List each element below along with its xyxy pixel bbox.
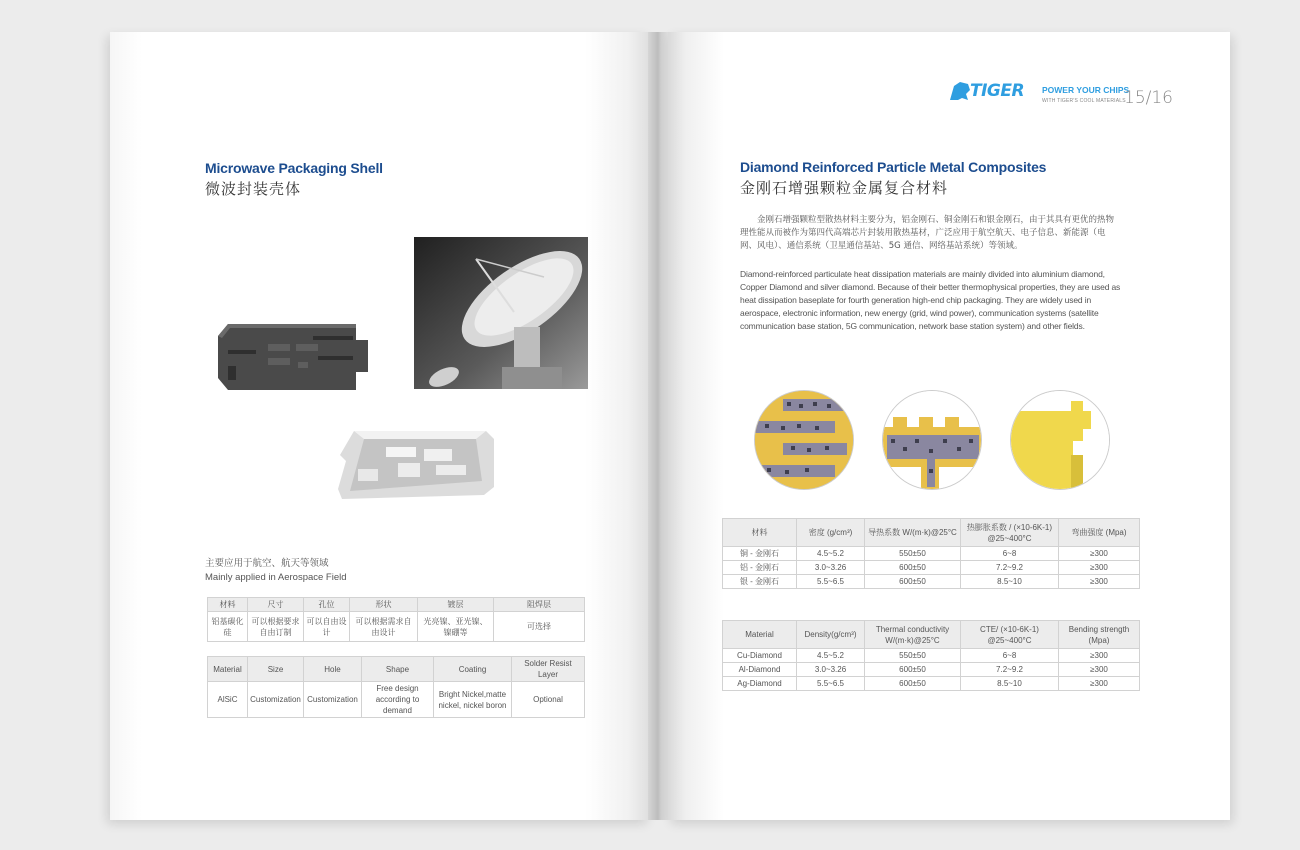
table-header-cell: Density(g/cm³): [797, 621, 865, 649]
table-header-cell: Bending strength (Mpa): [1059, 621, 1140, 649]
table-header-cell: Material: [208, 657, 248, 682]
table-header-row: [723, 519, 1140, 547]
table-cell: ≥300: [1059, 663, 1140, 677]
table-row: [723, 649, 1140, 663]
table-cell: 600±50: [865, 677, 961, 691]
paragraph-cn: 金刚石增强颗粒型散热材料主要分为，铝金刚石、铜金刚石和银金刚石，由于其具有更优的热物理性能从而被作为第四代高端芯片封装用散热基材，广泛应用于航空航天、电子信息、新能源（电网、风电）、通信系统（卫星通信基站、5G 通信、网络基站系统）等领域。: [740, 215, 1115, 251]
table-header-cell: Size: [248, 657, 304, 682]
table-cell: ≥300: [1059, 649, 1140, 663]
table-cell: 银 - 金刚石: [723, 575, 797, 589]
application-en: Mainly applied in Aerospace Field: [205, 572, 347, 583]
table-header-row: [208, 657, 585, 682]
page-number: 15/16: [1124, 88, 1173, 108]
table-cell: 550±50: [865, 547, 961, 561]
table-header-cell: Solder Resist Layer: [512, 657, 585, 682]
table-cell: 铝基碳化硅: [208, 612, 248, 642]
table-cell: 8.5~10: [961, 677, 1059, 691]
table-header-cell: Hole: [304, 657, 362, 682]
table-cell: Customization: [248, 682, 304, 718]
table-cell: 铜 - 金刚石: [723, 547, 797, 561]
right-table-cn: [722, 518, 1140, 589]
right-title-cn: 金刚石增强颗粒金属复合材料: [740, 179, 949, 197]
table-cell: ≥300: [1059, 561, 1140, 575]
header-tagline: POWER YOUR CHIPS: [1042, 85, 1130, 95]
table-header-cell: Thermal conductivity W/(m·k)@25°C: [865, 621, 961, 649]
table-row: [723, 561, 1140, 575]
table-header-cell: Material: [723, 621, 797, 649]
table-cell: 600±50: [865, 575, 961, 589]
table-header-row: [723, 621, 1140, 649]
table-header-cell: 形状: [350, 598, 418, 612]
table-cell: Optional: [512, 682, 585, 718]
table-cell: 600±50: [865, 561, 961, 575]
table-cell: 3.0~3.26: [797, 663, 865, 677]
application-cn: 主要应用于航空、航天等领域: [205, 558, 329, 569]
table-cell: 8.5~10: [961, 575, 1059, 589]
table-header-cell: 阻焊层: [494, 598, 585, 612]
table-row: [723, 547, 1140, 561]
table-cell: 6~8: [961, 547, 1059, 561]
table-row: [208, 612, 585, 642]
table-cell: 3.0~3.26: [797, 561, 865, 575]
table-header-cell: 弯曲强度 (Mpa): [1059, 519, 1140, 547]
table-cell: 6~8: [961, 649, 1059, 663]
table-cell: 可以根据要求自由订制: [248, 612, 304, 642]
satellite-dish-image: [414, 237, 588, 389]
header-subtagline: WITH TIGER'S COOL MATERIALS: [1042, 98, 1126, 104]
table-cell: AlSiC: [208, 682, 248, 718]
table-cell: Cu-Diamond: [723, 649, 797, 663]
table-header-cell: Shape: [362, 657, 434, 682]
table-cell: Ag-Diamond: [723, 677, 797, 691]
table-cell: 铝 - 金刚石: [723, 561, 797, 575]
table-cell: 550±50: [865, 649, 961, 663]
table-cell: 4.5~5.2: [797, 649, 865, 663]
table-cell: Bright Nickel,matte nickel, nickel boron: [434, 682, 512, 718]
table-cell: ≥300: [1059, 677, 1140, 691]
paragraph-en: Diamond-reinforced particulate heat dissipation materials are mainly divided into aluminium diamond, Copper Diamond and silver diamond. Because of their better thermophysical properties, they are used as heat dissipation baseplate for fourth generation high-end chip packaging. They are widely used in aerospace, electronic information, new energy (grid, wind power), communication systems (satellite communication base station, 5G communication, network base station system) and other fields.: [740, 269, 1121, 331]
table-cell: ≥300: [1059, 575, 1140, 589]
table-cell: 5.5~6.5: [797, 575, 865, 589]
table-cell: 600±50: [865, 663, 961, 677]
table-cell: Al-Diamond: [723, 663, 797, 677]
table-header-cell: 材料: [723, 519, 797, 547]
table-row: [208, 682, 585, 718]
left-table-cn: [207, 597, 585, 642]
table-row: [723, 663, 1140, 677]
table-header-cell: 密度 (g/cm³): [797, 519, 865, 547]
table-header-row: [208, 598, 585, 612]
table-cell: 7.2~9.2: [961, 663, 1059, 677]
light-shell-image: [336, 425, 498, 501]
table-row: [723, 677, 1140, 691]
brand-logo: TIGER: [970, 81, 1025, 101]
table-cell: 可以根据需求自由设计: [350, 612, 418, 642]
tiger-logo-icon: [948, 80, 972, 102]
table-cell: 4.5~5.2: [797, 547, 865, 561]
table-header-cell: 镀层: [418, 598, 494, 612]
table-row: [723, 575, 1140, 589]
table-cell: 可以自由设计: [304, 612, 350, 642]
table-header-cell: 材料: [208, 598, 248, 612]
right-title-en: Diamond Reinforced Particle Metal Composites: [740, 159, 1047, 175]
table-cell: Free design according to demand: [362, 682, 434, 718]
table-cell: 可选择: [494, 612, 585, 642]
left-title-cn: 微波封装壳体: [205, 180, 302, 198]
microstructure-image-2: [882, 390, 982, 490]
table-header-cell: Coating: [434, 657, 512, 682]
left-title-en: Microwave Packaging Shell: [205, 160, 383, 176]
right-table-en: [722, 620, 1140, 691]
microstructure-image-3: [1010, 390, 1110, 490]
table-cell: 7.2~9.2: [961, 561, 1059, 575]
table-cell: 光亮镍、亚光镍、镍硼等: [418, 612, 494, 642]
table-header-cell: 孔位: [304, 598, 350, 612]
table-cell: Customization: [304, 682, 362, 718]
left-table-en: [207, 656, 585, 718]
table-header-cell: 热膨胀系数 / (×10-6K-1) @25~400°C: [961, 519, 1059, 547]
table-cell: ≥300: [1059, 547, 1140, 561]
microstructure-image-1: [754, 390, 854, 490]
book-spine: [648, 32, 670, 820]
dark-shell-image: [218, 320, 373, 392]
table-header-cell: 尺寸: [248, 598, 304, 612]
table-header-cell: CTE/ (×10-6K-1) @25~400°C: [961, 621, 1059, 649]
table-cell: 5.5~6.5: [797, 677, 865, 691]
table-header-cell: 导热系数 W/(m·k)@25°C: [865, 519, 961, 547]
